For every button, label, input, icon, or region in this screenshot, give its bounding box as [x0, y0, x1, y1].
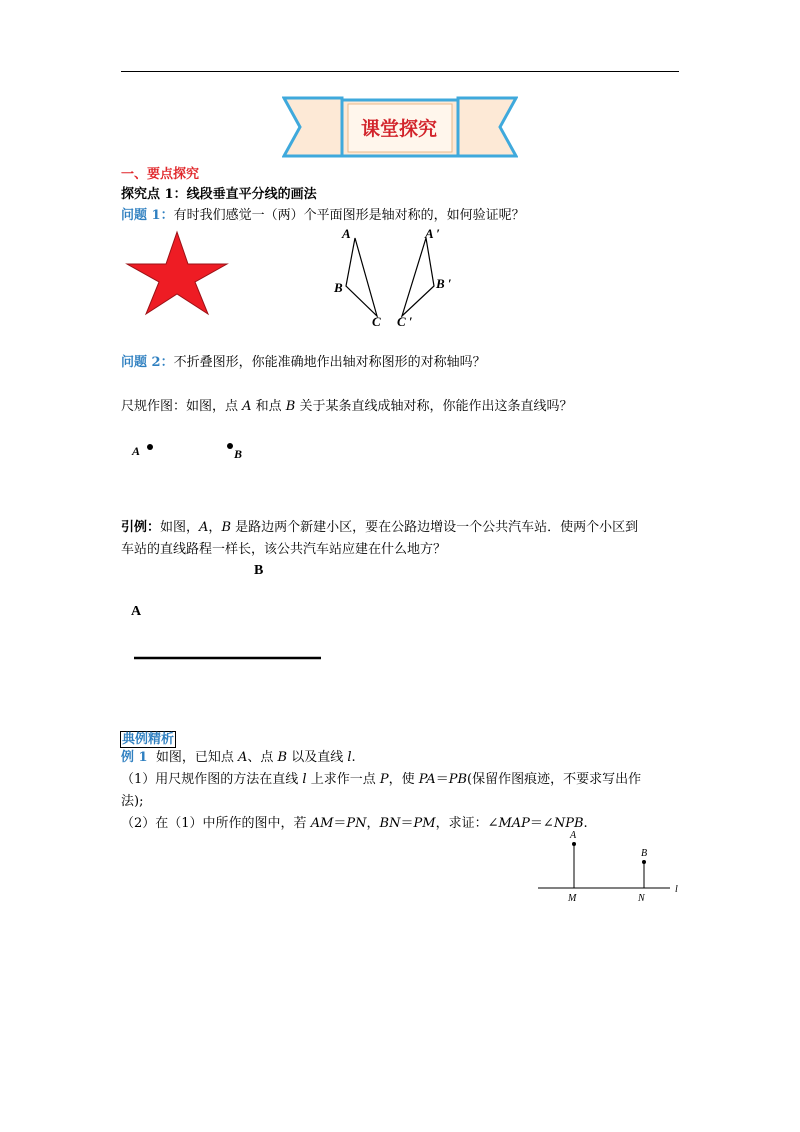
question-1 [121, 204, 525, 223]
point-B [642, 860, 646, 864]
points-figure [128, 436, 258, 464]
label-l: l [675, 884, 678, 895]
house-B-label: B [254, 563, 264, 578]
label-B: B [334, 280, 343, 295]
label-A-prime: A ′ [425, 226, 440, 241]
example-1-part-1: （1）用尺规作图的方法在直线 l 上求作一点 P，使 PA＝PB(保留作图痕迹，不要求写出作 [121, 772, 642, 787]
red-star-figure [125, 230, 229, 316]
example-1-part-2: （2）在（1）中所作的图中，若 AM＝PN，BN＝PM，求证：∠MAP＝∠NPB. [121, 816, 588, 831]
section-heading: 一、要点探究 [121, 167, 200, 182]
symmetric-triangles-figure [330, 222, 470, 332]
label-A: A [342, 226, 351, 241]
question-1-label: 问题 1： [121, 208, 174, 223]
house-A-label: A [131, 604, 142, 619]
question-2-text: 不折叠图形，你能准确地作出轴对称图形的对称轴吗？ [173, 355, 486, 370]
question-1-text: 有时我们感觉一（两）个平面图形是轴对称的，如何验证呢？ [173, 208, 525, 223]
label-B-prime: B ′ [436, 276, 452, 291]
label-C-prime: C ′ [397, 314, 413, 329]
intro-line-1: 引例：如图，A，B 是路边两个新建小区，要在公路边增设一个公共汽车站．使两个小区到 [121, 520, 639, 535]
road-figure [126, 558, 326, 664]
label-N: N [638, 893, 645, 904]
label-C: C [372, 314, 381, 329]
question-2 [121, 351, 486, 370]
point1-title: 探究点 1：线段垂直平分线的画法 [121, 187, 317, 202]
point-B-label: B [234, 447, 243, 461]
header-rule [121, 71, 679, 72]
example-1-statement: 例 1 如图，已知点 A、点 B 以及直线 l. [121, 750, 356, 765]
example-1-label: 例 1 [121, 750, 148, 765]
banner-title: 课堂探究 [360, 117, 437, 140]
question-2-label: 问题 2： [121, 355, 174, 370]
intro-line-2: 车站的直线路程一样长，该公共汽车站应建在什么地方？ [121, 542, 447, 557]
construction-prompt: 尺规作图：如图，点 A 和点 B 关于某条直线成轴对称，你能作出这条直线吗？ [121, 399, 573, 414]
point-A [572, 842, 576, 846]
point-A-label: A [132, 444, 141, 458]
label-A: A [570, 830, 577, 841]
intro-label: 引例： [121, 520, 161, 535]
label-M: M [568, 893, 577, 904]
example-1-figure [534, 828, 684, 908]
examples-heading: 典例精析 [122, 732, 175, 747]
example-1-part-1-cont: 法); [121, 794, 144, 809]
label-B: B [641, 848, 648, 859]
